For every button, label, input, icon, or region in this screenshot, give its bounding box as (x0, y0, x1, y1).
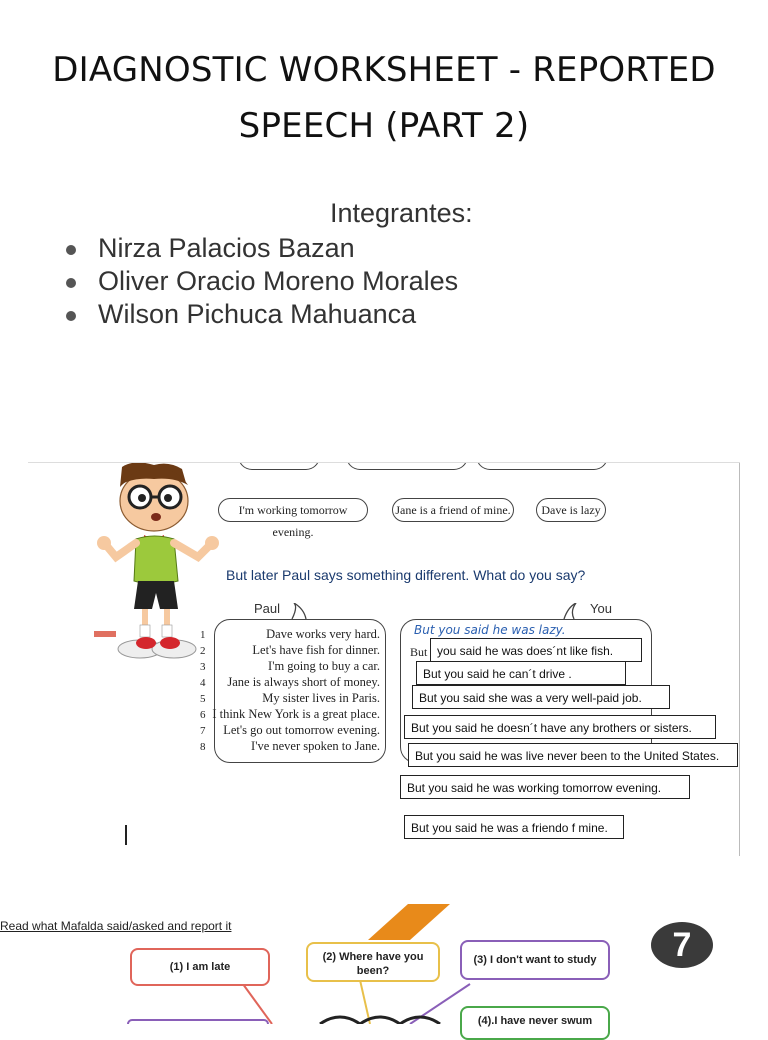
bullet-icon (66, 278, 76, 288)
example-answer: But you said he was lazy. (414, 623, 566, 637)
paul-sentence: Dave works very hard. (266, 627, 380, 641)
line-number: 4 (200, 677, 206, 689)
worksheet-image-1 (28, 462, 740, 856)
page-title (0, 42, 768, 154)
question-box-4: (4).I have never swum (460, 1006, 610, 1040)
paul-sentence: Let's go out tomorrow evening. (223, 723, 380, 737)
line-number: 7 (200, 725, 206, 737)
list-item (66, 232, 458, 265)
cartoon-boy-icon (94, 463, 234, 668)
member-name: Nirza Palacios Bazan (98, 233, 355, 263)
cropped-bubble (346, 462, 468, 470)
paul-label: Paul (254, 601, 281, 616)
paul-sentence: Let's have fish for dinner. (252, 643, 380, 657)
worksheet-prompt: But later Paul says something different. What do you say? (226, 567, 586, 583)
image-border (739, 463, 740, 856)
answer-box-7[interactable]: But you said he was working tomorrow evening. (400, 775, 690, 799)
members-heading: Integrantes: (330, 198, 473, 228)
answer-box-2[interactable]: you said he was does´nt like fish. (430, 638, 642, 662)
cropped-bubble (238, 462, 320, 470)
answer-box-3[interactable]: But you said he can´t drive . (416, 661, 626, 685)
question-box-3: (3) I don't want to study (460, 940, 610, 980)
answer-box-6[interactable]: But you said he was live never been to the United States. (408, 743, 738, 767)
brush-stroke-icon (368, 904, 450, 940)
number-badge: 7 (651, 922, 713, 968)
paul-sentence: I think New York is a great place. (212, 707, 380, 721)
members-list (66, 232, 458, 331)
cropped-bubble (476, 462, 608, 470)
question-box-1: (1) I am late (130, 948, 270, 986)
answer-box-5[interactable]: But you said she was a very well-paid job. (412, 685, 670, 709)
you-label: You (590, 601, 612, 616)
bullet-icon (66, 245, 76, 255)
member-name: Oliver Oracio Moreno Morales (98, 266, 459, 296)
paul-sentence: Jane is always short of money. (227, 675, 380, 689)
line-number: 6 (200, 709, 206, 721)
line-number: 8 (200, 741, 206, 753)
line-number: 2 (200, 645, 206, 657)
line-number: 3 (200, 661, 206, 673)
list-item (66, 265, 458, 298)
answer-box-4[interactable]: But you said he doesn´t have any brothers or sisters. (404, 715, 716, 739)
member-name: Wilson Pichuca Mahuanca (98, 299, 417, 329)
worksheet-2-instruction: Read what Mafalda said/asked and report it (0, 919, 232, 933)
speech-bubble: Dave is lazy (536, 498, 606, 522)
but-label: But (410, 645, 428, 659)
speech-bubble: I'm working tomorrow evening. (218, 498, 368, 522)
speech-bubble: Jane is a friend of mine. (392, 498, 514, 522)
question-box-2: (2) Where have you been? (306, 942, 440, 982)
paul-sentence: I'm going to buy a car. (268, 659, 380, 673)
list-item (66, 298, 458, 331)
title-line-2: SPEECH (PART 2) (238, 106, 530, 146)
text-cursor (125, 825, 127, 845)
paul-sentence: I've never spoken to Jane. (251, 739, 380, 753)
answer-box-8[interactable]: But you said he was a friendo f mine. (404, 815, 624, 839)
line-number: 1 (200, 629, 206, 641)
title-line-1: DIAGNOSTIC WORKSHEET - REPORTED (52, 50, 716, 90)
bullet-icon (66, 311, 76, 321)
paul-sentence: My sister lives in Paris. (262, 691, 380, 705)
line-number: 5 (200, 693, 206, 705)
